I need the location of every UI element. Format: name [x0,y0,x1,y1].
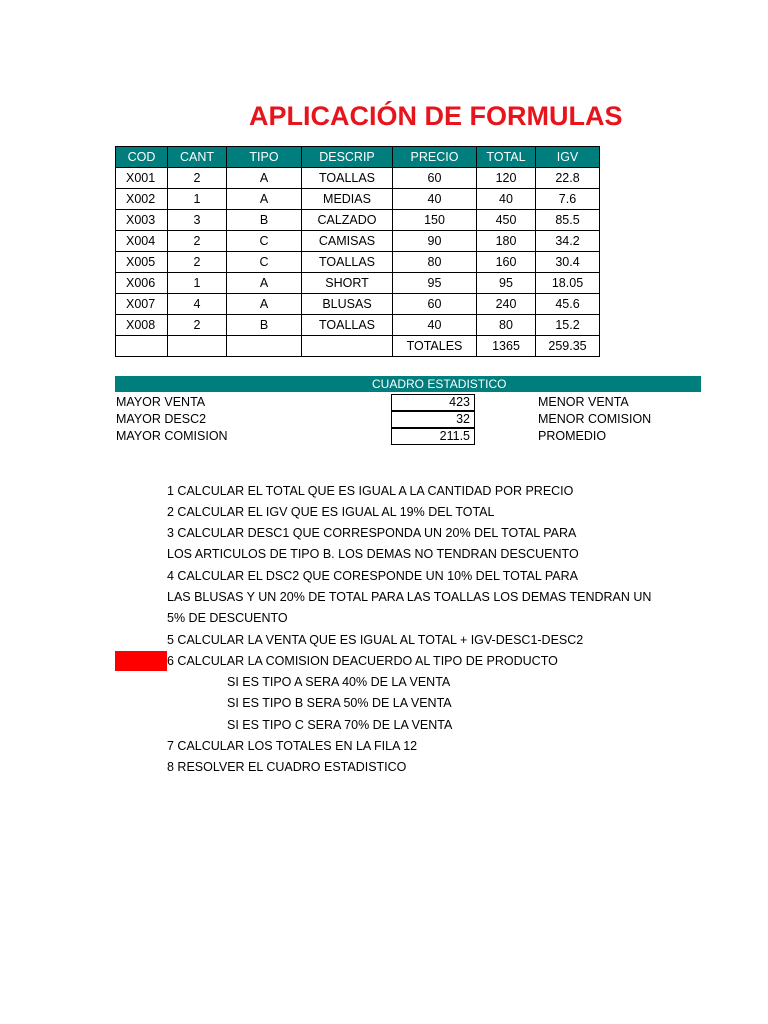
cell-cod[interactable]: X001 [116,168,168,189]
instruction-3-cont: LOS ARTICULOS DE TIPO B. LOS DEMAS NO TENDRAN DESCUENTO [167,547,579,561]
cell-cant[interactable]: 1 [168,189,227,210]
cell-cant[interactable]: 2 [168,315,227,336]
table-row [116,168,600,189]
cell-tipo[interactable]: B [227,210,302,231]
instruction-6: 6 CALCULAR LA COMISION DEACUERDO AL TIPO DE PRODUCTO [167,654,558,668]
table-row [116,315,600,336]
cell-empty[interactable] [302,336,393,357]
cell-precio[interactable]: 60 [393,294,477,315]
stat-value-mayor-desc2[interactable]: 32 [391,411,475,428]
totals-row [116,336,600,357]
instruction-8: 8 RESOLVER EL CUADRO ESTADISTICO [167,760,407,774]
header-cod[interactable]: COD [116,147,168,168]
cell-total[interactable]: 180 [477,231,536,252]
cell-cod[interactable]: X003 [116,210,168,231]
cell-precio[interactable]: 95 [393,273,477,294]
cell-cod[interactable]: X006 [116,273,168,294]
table-row [116,273,600,294]
cell-descrip[interactable]: TOALLAS [302,252,393,273]
cell-igv[interactable]: 85.5 [536,210,600,231]
stat-label-menor-comision: MENOR COMISION [538,412,652,426]
cell-tipo[interactable]: A [227,273,302,294]
header-descrip[interactable]: DESCRIP [302,147,393,168]
stat-label-menor-venta: MENOR VENTA [538,395,629,409]
cell-descrip[interactable]: MEDIAS [302,189,393,210]
header-precio[interactable]: PRECIO [393,147,477,168]
cell-igv[interactable]: 45.6 [536,294,600,315]
cell-cant[interactable]: 2 [168,168,227,189]
cell-total[interactable]: 160 [477,252,536,273]
table-header-row [116,147,600,168]
cell-cant[interactable]: 4 [168,294,227,315]
stat-value-mayor-comision[interactable]: 211.5 [391,428,475,445]
sales-table [115,146,600,357]
cell-igv[interactable]: 30.4 [536,252,600,273]
table-row [116,252,600,273]
cell-tipo[interactable]: B [227,315,302,336]
cell-descrip[interactable]: TOALLAS [302,315,393,336]
cell-descrip[interactable]: CALZADO [302,210,393,231]
instruction-3: 3 CALCULAR DESC1 QUE CORRESPONDA UN 20% DEL TOTAL PARA [167,526,577,540]
instruction-6-tipo-a: SI ES TIPO A SERA 40% DE LA VENTA [227,675,451,689]
cell-total[interactable]: 95 [477,273,536,294]
instruction-4: 4 CALCULAR EL DSC2 QUE CORESPONDE UN 10% DEL TOTAL PARA [167,569,579,583]
cell-precio[interactable]: 150 [393,210,477,231]
cell-cant[interactable]: 3 [168,210,227,231]
cell-tipo[interactable]: C [227,252,302,273]
cell-cod[interactable]: X005 [116,252,168,273]
sheet-title: APLICACIÓN DE FORMULAS [249,101,623,131]
highlight-cell[interactable] [115,651,167,671]
stat-label-mayor-venta: MAYOR VENTA [116,395,206,409]
cell-cod[interactable]: X002 [116,189,168,210]
instruction-1: 1 CALCULAR EL TOTAL QUE ES IGUAL A LA CANTIDAD POR PRECIO [167,484,574,498]
cell-igv[interactable]: 7.6 [536,189,600,210]
cell-descrip[interactable]: TOALLAS [302,168,393,189]
cell-descrip[interactable]: BLUSAS [302,294,393,315]
cell-cod[interactable]: X007 [116,294,168,315]
cell-precio[interactable]: 90 [393,231,477,252]
totals-igv[interactable]: 259.35 [536,336,600,357]
instruction-5: 5 CALCULAR LA VENTA QUE ES IGUAL AL TOTAL + IGV-DESC1-DESC2 [167,633,584,647]
header-cant[interactable]: CANT [168,147,227,168]
cell-igv[interactable]: 15.2 [536,315,600,336]
cell-total[interactable]: 80 [477,315,536,336]
cell-precio[interactable]: 60 [393,168,477,189]
cell-tipo[interactable]: A [227,294,302,315]
cell-tipo[interactable]: A [227,168,302,189]
cell-empty[interactable] [227,336,302,357]
header-total[interactable]: TOTAL [477,147,536,168]
totals-label[interactable]: TOTALES [393,336,477,357]
stat-label-mayor-desc2: MAYOR DESC2 [116,412,207,426]
cell-cant[interactable]: 2 [168,231,227,252]
cell-igv[interactable]: 34.2 [536,231,600,252]
instruction-6-tipo-b: SI ES TIPO B SERA 50% DE LA VENTA [227,696,452,710]
cell-igv[interactable]: 22.8 [536,168,600,189]
cell-precio[interactable]: 80 [393,252,477,273]
cell-empty[interactable] [168,336,227,357]
header-tipo[interactable]: TIPO [227,147,302,168]
instruction-7: 7 CALCULAR LOS TOTALES EN LA FILA 12 [167,739,418,753]
totals-total[interactable]: 1365 [477,336,536,357]
cell-total[interactable]: 450 [477,210,536,231]
cell-precio[interactable]: 40 [393,315,477,336]
table-row [116,294,600,315]
instruction-2: 2 CALCULAR EL IGV QUE ES IGUAL AL 19% DEL TOTAL [167,505,495,519]
table-row [116,231,600,252]
cell-descrip[interactable]: SHORT [302,273,393,294]
cell-tipo[interactable]: A [227,189,302,210]
cell-igv[interactable]: 18.05 [536,273,600,294]
instruction-4-cont-2: 5% DE DESCUENTO [167,611,288,625]
instruction-6-tipo-c: SI ES TIPO C SERA 70% DE LA VENTA [227,718,453,732]
cell-tipo[interactable]: C [227,231,302,252]
stat-label-mayor-comision: MAYOR COMISION [116,429,228,443]
cell-total[interactable]: 120 [477,168,536,189]
cell-total[interactable]: 40 [477,189,536,210]
cell-cod[interactable]: X004 [116,231,168,252]
table-row [116,189,600,210]
stat-label-promedio: PROMEDIO [538,429,607,443]
header-igv[interactable]: IGV [536,147,600,168]
cell-cant[interactable]: 2 [168,252,227,273]
stat-value-mayor-venta[interactable]: 423 [391,394,475,411]
cell-empty[interactable] [116,336,168,357]
cell-total[interactable]: 240 [477,294,536,315]
stats-header [115,376,701,392]
stats-header-label: CUADRO ESTADISTICO [372,377,507,391]
cell-cant[interactable]: 1 [168,273,227,294]
table-row [116,210,600,231]
cell-descrip[interactable]: CAMISAS [302,231,393,252]
cell-precio[interactable]: 40 [393,189,477,210]
instruction-4-cont: LAS BLUSAS Y UN 20% DE TOTAL PARA LAS TOALLAS LOS DEMAS TENDRAN UN [167,590,652,604]
cell-cod[interactable]: X008 [116,315,168,336]
